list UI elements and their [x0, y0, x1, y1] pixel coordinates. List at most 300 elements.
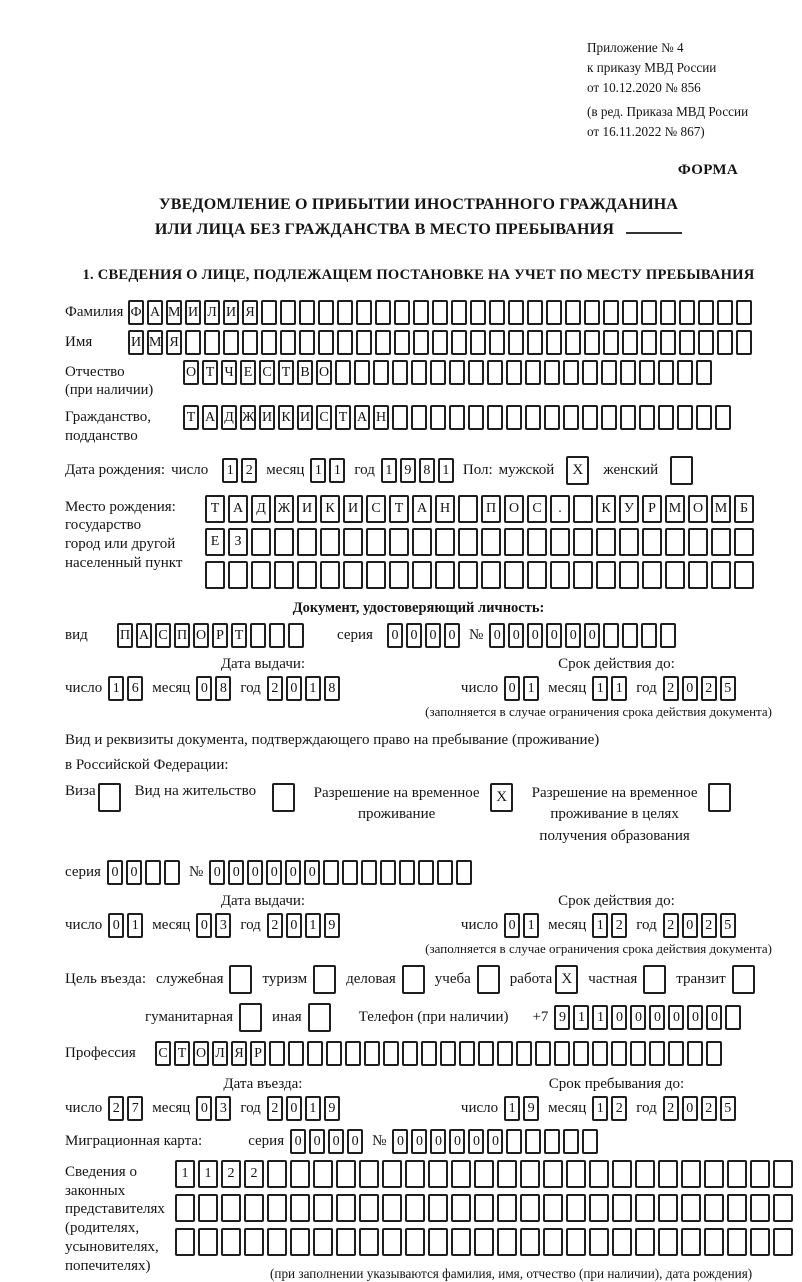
char-cell	[584, 330, 600, 355]
char-cell: Ф	[128, 300, 144, 325]
birth-month-cells	[310, 458, 348, 483]
char-cell: И	[297, 495, 317, 523]
char-cell	[451, 1194, 471, 1222]
char-cell	[456, 860, 472, 885]
representatives-label-line5: усыновителях,	[65, 1238, 159, 1255]
identity-doc-expiry-fields	[461, 676, 772, 701]
purpose-humanitarian-label: гуманитарная	[145, 1008, 234, 1025]
entry-month-cells	[196, 1096, 234, 1121]
appendix-block	[587, 38, 802, 142]
char-cell: Ж	[240, 405, 256, 430]
char-cell	[589, 1228, 609, 1256]
citizenship-label-line1: Гражданство,	[65, 409, 152, 426]
char-cell: 0	[290, 1129, 306, 1154]
char-cell: 0	[285, 860, 301, 885]
char-cell	[704, 1228, 724, 1256]
char-cell	[337, 300, 353, 325]
purpose-transit-label: транзит	[676, 970, 726, 987]
section-1-heading: 1. СВЕДЕНИЯ О ЛИЦЕ, ПОДЛЕЖАЩЕМ ПОСТАНОВКЕ НА УЧЕТ ПО МЕСТУ ПРЕБЫВАНИЯ	[82, 266, 755, 283]
char-cell	[380, 860, 396, 885]
char-cell: 0	[682, 913, 698, 938]
char-cell	[402, 1041, 418, 1066]
char-cell: М	[147, 330, 163, 355]
sex-male-label: мужской	[498, 461, 555, 478]
char-cell: 1	[305, 676, 321, 701]
res-expiry-day-label: число	[460, 916, 499, 933]
stay-until-label: Срок пребывания до:	[548, 1075, 685, 1092]
char-cell	[394, 330, 410, 355]
char-cell	[411, 360, 427, 385]
issue-month-label: месяц	[152, 679, 191, 696]
char-cell: А	[136, 623, 152, 648]
char-cell	[205, 561, 225, 589]
char-cell	[288, 1041, 304, 1066]
char-cell	[320, 561, 340, 589]
char-cell	[164, 860, 180, 885]
birth-place-label-line4: населенный пункт	[65, 554, 183, 571]
char-cell	[274, 528, 294, 556]
char-cell: 1	[310, 458, 326, 483]
char-cell	[458, 561, 478, 589]
char-cell	[382, 1160, 402, 1188]
purpose-tourism	[262, 965, 336, 994]
char-cell	[313, 1228, 333, 1256]
char-cell: 0	[286, 913, 302, 938]
char-cell: 0	[489, 623, 505, 648]
char-cell	[620, 360, 636, 385]
char-cell	[468, 405, 484, 430]
birth-date-label: Дата рождения:	[65, 461, 166, 478]
char-cell	[520, 1194, 540, 1222]
issue-day-label: число	[65, 679, 103, 696]
option-temp-residence-label: Разрешение на временное проживание	[313, 784, 480, 823]
char-cell: И	[259, 405, 275, 430]
birth-year-label: год	[354, 461, 375, 478]
phone-cells	[554, 1005, 744, 1030]
char-cell: 0	[611, 1005, 627, 1030]
char-cell	[504, 528, 524, 556]
char-cell: 1	[381, 458, 397, 483]
visit-purpose-row2	[145, 1003, 772, 1032]
char-cell: Я	[231, 1041, 247, 1066]
char-cell: К	[596, 495, 616, 523]
char-cell: 0	[196, 676, 212, 701]
stay-until-group	[461, 1096, 772, 1121]
char-cell: 1	[438, 458, 454, 483]
char-cell	[474, 1160, 494, 1188]
representatives-label-line2: законных	[65, 1182, 126, 1199]
char-cell: С	[259, 360, 275, 385]
char-cell: М	[711, 495, 731, 523]
char-cell	[688, 561, 708, 589]
visit-purpose-label: Цель въезда:	[65, 970, 146, 987]
residence-doc-issue-group	[65, 913, 461, 938]
char-cell	[688, 528, 708, 556]
char-cell	[366, 528, 386, 556]
res-expiry-year-label: год	[636, 916, 657, 933]
entry-dates-row	[65, 1096, 772, 1121]
char-cell: 0	[286, 676, 302, 701]
char-cell: 8	[324, 676, 340, 701]
char-cell: Т	[278, 360, 294, 385]
char-cell	[660, 300, 676, 325]
char-cell: О	[688, 495, 708, 523]
char-cell: 0	[546, 623, 562, 648]
res-expiry-month-cells	[592, 913, 630, 938]
char-cell: Н	[435, 495, 455, 523]
char-cell	[497, 1041, 513, 1066]
char-cell	[383, 1041, 399, 1066]
residence-doc-intro	[65, 728, 772, 779]
char-cell	[361, 860, 377, 885]
char-cell	[299, 300, 315, 325]
char-cell	[546, 330, 562, 355]
char-cell: 1	[592, 1005, 608, 1030]
birth-year-cells	[381, 458, 457, 483]
char-cell	[704, 1160, 724, 1188]
char-cell	[449, 360, 465, 385]
char-cell: И	[185, 300, 201, 325]
issue-month-cells	[196, 676, 234, 701]
char-cell	[698, 330, 714, 355]
char-cell: 0	[444, 623, 460, 648]
char-cell: У	[619, 495, 639, 523]
profession-label: Профессия	[65, 1044, 136, 1061]
identity-doc-date-labels	[65, 656, 772, 673]
purpose-official-label: служебная	[155, 970, 224, 987]
purpose-business-checkbox	[402, 965, 425, 994]
char-cell: 2	[267, 1096, 283, 1121]
representatives-section	[65, 1160, 772, 1282]
char-cell: 0	[687, 1005, 703, 1030]
residence-doc-number-cells	[209, 860, 475, 885]
char-cell: 0	[430, 1129, 446, 1154]
char-cell	[635, 1160, 655, 1188]
char-cell	[481, 528, 501, 556]
char-cell: 0	[286, 1096, 302, 1121]
char-cell	[323, 860, 339, 885]
char-cell: 0	[468, 1129, 484, 1154]
birth-date-row	[65, 456, 772, 485]
char-cell: Ж	[274, 495, 294, 523]
char-cell	[658, 1194, 678, 1222]
char-cell: 9	[554, 1005, 570, 1030]
representatives-row3-cells	[175, 1228, 796, 1256]
stay-day-cells	[504, 1096, 542, 1121]
option-temp-residence-education	[527, 783, 731, 848]
migration-card-row	[65, 1129, 772, 1154]
char-cell	[497, 1194, 517, 1222]
char-cell	[582, 360, 598, 385]
char-cell	[336, 1194, 356, 1222]
char-cell: 1	[127, 913, 143, 938]
char-cell	[335, 360, 351, 385]
char-cell: 9	[324, 913, 340, 938]
char-cell	[573, 561, 593, 589]
birth-place-label-line2: государство	[65, 517, 142, 534]
char-cell: 9	[400, 458, 416, 483]
profession-row	[65, 1041, 772, 1066]
entry-date-label: Дата въезда:	[223, 1075, 303, 1092]
char-cell	[773, 1160, 793, 1188]
migration-card-series-cells	[290, 1129, 366, 1154]
residence-doc-expiry-label: Срок действия до:	[558, 892, 675, 909]
char-cell	[658, 1228, 678, 1256]
char-cell: Д	[221, 405, 237, 430]
char-cell: 2	[267, 676, 283, 701]
char-cell	[715, 405, 731, 430]
char-cell	[356, 330, 372, 355]
char-cell	[725, 1005, 741, 1030]
char-cell	[665, 561, 685, 589]
identity-doc-dates-row	[65, 676, 772, 701]
option-residence-permit-label: Вид на жительство	[134, 782, 257, 799]
citizenship-row	[65, 405, 772, 446]
char-cell	[750, 1194, 770, 1222]
char-cell	[612, 1194, 632, 1222]
purpose-study	[435, 965, 500, 994]
form-label: ФОРМА	[677, 161, 738, 178]
purpose-official	[156, 965, 253, 994]
representatives-label-line3: представителях	[65, 1201, 165, 1218]
expiry-day-label: число	[460, 679, 499, 696]
patronymic-cells	[183, 360, 715, 385]
purpose-official-checkbox	[229, 965, 252, 994]
char-cell	[497, 1160, 517, 1188]
char-cell	[589, 1160, 609, 1188]
char-cell: 2	[221, 1160, 241, 1188]
char-cell	[687, 1041, 703, 1066]
purpose-business-label: деловая	[346, 970, 396, 987]
char-cell	[681, 1194, 701, 1222]
purpose-private-label: частная	[588, 970, 638, 987]
residence-doc-expiry-group	[461, 913, 772, 938]
char-cell: Т	[183, 405, 199, 430]
res-expiry-month-label: месяц	[548, 916, 587, 933]
stay-day-label: число	[460, 1099, 499, 1116]
char-cell: Т	[389, 495, 409, 523]
char-cell: 0	[487, 1129, 503, 1154]
representatives-label-line1: Сведения о	[65, 1163, 137, 1180]
char-cell: 2	[108, 1096, 124, 1121]
char-cell	[704, 1194, 724, 1222]
identity-doc-expiry-label: Срок действия до:	[558, 655, 675, 672]
char-cell: 2	[611, 1096, 627, 1121]
char-cell	[451, 1228, 471, 1256]
char-cell	[204, 330, 220, 355]
char-cell: Т	[231, 623, 247, 648]
visit-purpose-row1	[65, 965, 772, 994]
char-cell	[411, 405, 427, 430]
migration-card-number-label: №	[372, 1132, 387, 1149]
birth-month-label: месяц	[266, 461, 305, 478]
char-cell	[535, 1041, 551, 1066]
char-cell: 3	[215, 1096, 231, 1121]
option-visa-label: Виза	[65, 782, 96, 799]
char-cell: 0	[449, 1129, 465, 1154]
char-cell	[660, 623, 676, 648]
char-cell	[458, 528, 478, 556]
expiry-year-label: год	[636, 679, 657, 696]
char-cell	[506, 360, 522, 385]
char-cell	[242, 330, 258, 355]
char-cell: 0	[392, 1129, 408, 1154]
char-cell: Д	[251, 495, 271, 523]
char-cell: 1	[222, 458, 238, 483]
issue-day-cells	[108, 676, 146, 701]
citizenship-cells	[183, 405, 734, 430]
char-cell	[251, 528, 271, 556]
char-cell: 0	[406, 623, 422, 648]
char-cell: Н	[373, 405, 389, 430]
char-cell: 2	[663, 1096, 679, 1121]
residence-doc-series-cells	[107, 860, 183, 885]
phone-label: Телефон (при наличии)	[358, 1008, 509, 1025]
char-cell	[468, 360, 484, 385]
char-cell	[280, 330, 296, 355]
expiry-month-cells	[592, 676, 630, 701]
char-cell: К	[278, 405, 294, 430]
char-cell: 2	[611, 913, 627, 938]
char-cell	[412, 561, 432, 589]
birth-place-label-line1: Место рождения:	[65, 498, 176, 515]
residence-doc-note: (заполняется в случае ограничения срока действия документа)	[425, 940, 772, 956]
first-name-row	[65, 330, 772, 355]
char-cell	[520, 1160, 540, 1188]
char-cell	[399, 860, 415, 885]
char-cell	[251, 561, 271, 589]
char-cell	[736, 300, 752, 325]
char-cell: Р	[642, 495, 662, 523]
char-cell: 0	[196, 1096, 212, 1121]
char-cell	[405, 1194, 425, 1222]
stay-year-cells	[663, 1096, 739, 1121]
char-cell	[620, 405, 636, 430]
char-cell: 1	[108, 676, 124, 701]
char-cell	[474, 1228, 494, 1256]
char-cell	[432, 330, 448, 355]
char-cell	[392, 405, 408, 430]
char-cell	[290, 1228, 310, 1256]
char-cell: 1	[573, 1005, 589, 1030]
purpose-other	[272, 1003, 331, 1032]
char-cell: 0	[266, 860, 282, 885]
char-cell: Р	[250, 1041, 266, 1066]
char-cell	[432, 300, 448, 325]
char-cell	[437, 860, 453, 885]
char-cell: 5	[720, 1096, 736, 1121]
char-cell	[198, 1228, 218, 1256]
char-cell: 0	[504, 913, 520, 938]
identity-doc-issue-fields	[65, 676, 461, 701]
residence-doc-issue-fields	[65, 913, 461, 938]
char-cell: М	[166, 300, 182, 325]
char-cell: 1	[175, 1160, 195, 1188]
purpose-study-checkbox	[477, 965, 500, 994]
char-cell: С	[316, 405, 332, 430]
representatives-note: (при заполнении указываются фамилия, имя, отчество (при наличии), дата рождения)	[270, 1265, 753, 1281]
char-cell	[413, 300, 429, 325]
char-cell	[750, 1160, 770, 1188]
char-cell	[405, 1160, 425, 1188]
option-temp-residence-education-label: Разрешение на временное проживание в целях получения образования	[531, 784, 698, 845]
char-cell: 0	[209, 860, 225, 885]
sex-female-checkbox	[670, 456, 693, 485]
char-cell	[487, 360, 503, 385]
char-cell: 0	[504, 676, 520, 701]
char-cell	[750, 1228, 770, 1256]
char-cell: З	[228, 528, 248, 556]
char-cell	[474, 1194, 494, 1222]
char-cell	[375, 330, 391, 355]
char-cell: 0	[584, 623, 600, 648]
char-cell: 0	[425, 623, 441, 648]
char-cell	[244, 1228, 264, 1256]
char-cell	[261, 330, 277, 355]
char-cell	[622, 623, 638, 648]
char-cell	[566, 1228, 586, 1256]
entry-day-label: число	[65, 1099, 103, 1116]
char-cell	[354, 360, 370, 385]
char-cell: 0	[565, 623, 581, 648]
option-visa	[65, 783, 121, 812]
char-cell	[601, 360, 617, 385]
char-cell	[612, 1160, 632, 1188]
first-name-label: Имя	[65, 333, 93, 350]
purpose-tourism-checkbox	[313, 965, 336, 994]
expiry-day-cells	[504, 676, 542, 701]
char-cell: Б	[734, 495, 754, 523]
char-cell	[603, 300, 619, 325]
char-cell	[727, 1160, 747, 1188]
blank-underline	[626, 232, 682, 234]
option-temp-residence	[309, 783, 513, 827]
char-cell	[342, 860, 358, 885]
char-cell	[345, 1041, 361, 1066]
patronymic-label	[65, 360, 183, 401]
identity-doc-series-label: серия	[337, 626, 373, 643]
char-cell: Л	[212, 1041, 228, 1066]
char-cell: О	[316, 360, 332, 385]
char-cell: Т	[174, 1041, 190, 1066]
char-cell	[506, 405, 522, 430]
char-cell: 6	[127, 676, 143, 701]
char-cell: 2	[663, 913, 679, 938]
char-cell: 5	[720, 676, 736, 701]
char-cell	[711, 528, 731, 556]
identity-doc-type-row	[65, 623, 772, 648]
purpose-tourism-label: туризм	[262, 970, 308, 987]
char-cell	[668, 1041, 684, 1066]
surname-cells	[128, 300, 755, 325]
char-cell: 0	[527, 623, 543, 648]
stay-month-label: месяц	[548, 1099, 587, 1116]
char-cell: 1	[198, 1160, 218, 1188]
char-cell	[267, 1160, 287, 1188]
entry-month-label: месяц	[152, 1099, 191, 1116]
title-line-2-text: ИЛИ ЛИЦА БЕЗ ГРАЖДАНСТВА В МЕСТО ПРЕБЫВАНИЯ	[154, 220, 615, 238]
char-cell: 2	[267, 913, 283, 938]
citizenship-label-line2: подданство	[65, 427, 138, 444]
char-cell	[679, 300, 695, 325]
char-cell	[698, 300, 714, 325]
char-cell	[677, 405, 693, 430]
char-cell	[563, 360, 579, 385]
birth-day-label: число	[171, 461, 209, 478]
char-cell	[717, 300, 733, 325]
char-cell	[198, 1194, 218, 1222]
char-cell	[290, 1160, 310, 1188]
